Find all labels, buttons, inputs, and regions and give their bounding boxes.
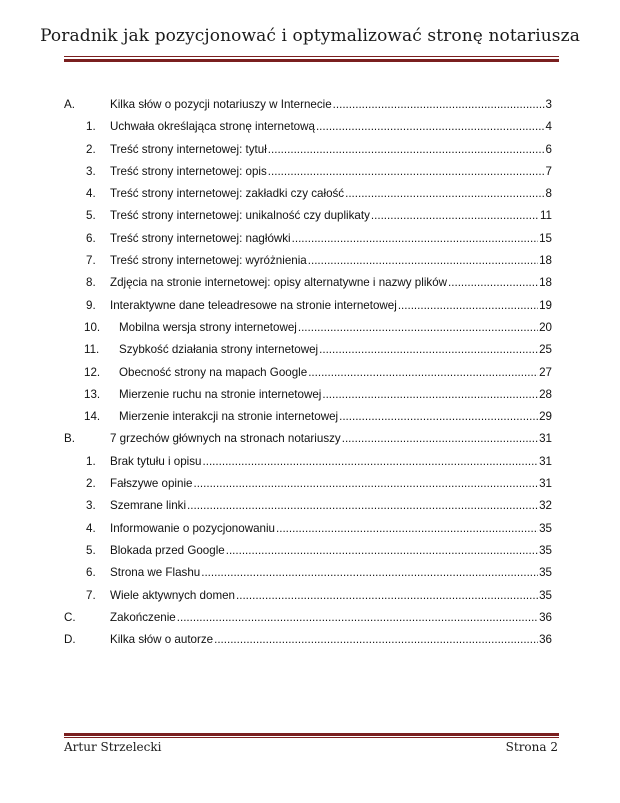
toc-dot-leader	[398, 295, 538, 317]
toc-entry-title: Mierzenie ruchu na stronie internetowej	[119, 387, 322, 401]
footer-page-number: Strona 2	[505, 740, 558, 754]
toc-entry-number: 9.	[86, 298, 96, 312]
toc-entry-title: Treść strony internetowej: unikalność czy duplikaty	[110, 209, 370, 223]
toc-entry-number: 5.	[86, 209, 96, 223]
table-of-contents	[64, 94, 552, 651]
toc-dot-leader	[177, 607, 538, 629]
toc-entry-page: 27	[539, 365, 552, 379]
toc-entry[interactable]	[64, 205, 552, 227]
toc-entry[interactable]	[64, 540, 552, 562]
toc-entry[interactable]	[64, 607, 552, 629]
toc-entry-title: Zakończenie	[110, 610, 176, 624]
toc-entry-number: C.	[64, 610, 76, 624]
header-rule-thick	[64, 59, 559, 62]
toc-entry-page: 31	[539, 432, 552, 446]
toc-entry[interactable]	[64, 406, 552, 428]
toc-entry-title: Treść strony internetowej: nagłówki	[110, 231, 291, 245]
toc-entry-page: 6	[545, 142, 552, 156]
toc-entry-title: Brak tytułu i opisu	[110, 454, 202, 468]
toc-entry[interactable]	[64, 585, 552, 607]
toc-entry-title: Zdjęcia na stronie internetowej: opisy alternatywne i nazwy plików	[110, 276, 448, 290]
toc-entry[interactable]	[64, 562, 552, 584]
toc-entry-title: Strona we Flashu	[110, 566, 201, 580]
toc-dot-leader	[187, 495, 538, 517]
toc-entry-page: 8	[545, 187, 552, 201]
toc-entry-number: 3.	[86, 164, 96, 178]
toc-dot-leader	[308, 250, 538, 272]
toc-entry[interactable]	[64, 183, 552, 205]
toc-entry[interactable]	[64, 139, 552, 161]
toc-entry-page: 7	[545, 164, 552, 178]
toc-dot-leader	[342, 428, 538, 450]
toc-entry-page: 29	[539, 410, 552, 424]
toc-entry-title: Uchwała określająca stronę internetową	[110, 120, 315, 134]
toc-dot-leader	[339, 406, 538, 428]
toc-entry[interactable]	[64, 362, 552, 384]
footer-rule-thick	[64, 733, 559, 736]
toc-entry-number: B.	[64, 432, 75, 446]
toc-entry-number: 2.	[86, 142, 96, 156]
toc-entry-title: Kilka słów o autorze	[110, 633, 214, 647]
toc-entry-number: 6.	[86, 566, 96, 580]
toc-entry-title: Treść strony internetowej: opis	[110, 164, 267, 178]
toc-entry-page: 4	[545, 120, 552, 134]
footer-author: Artur Strzelecki	[64, 740, 162, 754]
toc-entry-title: Kilka słów o pozycji notariuszy w Internecie	[110, 98, 332, 111]
toc-entry-title: Blokada przed Google	[110, 543, 225, 557]
toc-entry[interactable]	[64, 339, 552, 361]
toc-entry[interactable]	[64, 629, 552, 651]
toc-entry[interactable]	[64, 473, 552, 495]
toc-dot-leader	[236, 585, 538, 607]
toc-entry[interactable]	[64, 116, 552, 138]
toc-entry-page: 32	[539, 499, 552, 513]
toc-dot-leader	[203, 451, 539, 473]
toc-entry-title: Szemrane linki	[110, 499, 187, 513]
toc-entry[interactable]	[64, 295, 552, 317]
toc-entry[interactable]	[64, 518, 552, 540]
toc-entry-number: 14.	[84, 410, 101, 424]
page-header-title: Poradnik jak pozycjonować i optymalizować stronę notariusza	[40, 26, 580, 46]
toc-dot-leader	[319, 339, 538, 361]
toc-entry-title: Informowanie o pozycjonowaniu	[110, 521, 275, 535]
toc-entry[interactable]	[64, 228, 552, 250]
toc-entry-number: 5.	[86, 543, 96, 557]
footer-rule-thin	[64, 737, 559, 738]
toc-entry-title: Obecność strony na mapach Google	[119, 365, 308, 379]
toc-entry-number: 7.	[86, 254, 96, 268]
toc-entry-page: 36	[539, 610, 552, 624]
toc-entry-page: 35	[539, 566, 552, 580]
toc-dot-leader	[298, 317, 538, 339]
toc-entry-number: 8.	[86, 276, 96, 290]
toc-entry[interactable]	[64, 272, 552, 294]
toc-entry-title: Fałszywe opinie	[110, 477, 193, 491]
toc-entry-page: 15	[539, 231, 552, 245]
toc-entry-page: 31	[539, 477, 552, 491]
toc-entry-number: 3.	[86, 499, 96, 513]
toc-entry-title: Wiele aktywnych domen	[110, 588, 236, 602]
toc-entry-number: 12.	[84, 365, 101, 379]
toc-dot-leader	[333, 94, 545, 116]
toc-entry-number: 4.	[86, 521, 96, 535]
toc-dot-leader	[268, 161, 545, 183]
toc-entry[interactable]	[64, 161, 552, 183]
header-rule-thin	[64, 56, 559, 57]
toc-dot-leader	[371, 205, 539, 227]
toc-entry-title: Szybkość działania strony internetowej	[119, 343, 319, 357]
toc-entry-number: 2.	[86, 477, 96, 491]
toc-entry-page: 28	[539, 387, 552, 401]
toc-entry-page: 3	[545, 98, 552, 111]
toc-entry-number: D.	[64, 633, 76, 647]
toc-entry-page: 36	[539, 633, 552, 647]
toc-entry-page: 35	[539, 588, 552, 602]
toc-dot-leader	[201, 562, 538, 584]
toc-entry-title: Treść strony internetowej: wyróżnienia	[110, 254, 307, 268]
toc-entry-title: Mierzenie interakcji na stronie internetowej	[119, 410, 339, 424]
toc-entry-page: 18	[539, 276, 552, 290]
toc-entry-title: Mobilna wersja strony internetowej	[119, 320, 297, 334]
toc-entry-page: 18	[539, 254, 552, 268]
toc-entry-number: 11.	[84, 343, 100, 357]
toc-dot-leader	[292, 228, 538, 250]
toc-dot-leader	[193, 473, 538, 495]
toc-dot-leader	[308, 362, 538, 384]
toc-dot-leader	[322, 384, 538, 406]
toc-entry[interactable]	[64, 451, 552, 473]
toc-dot-leader	[448, 272, 538, 294]
toc-dot-leader	[276, 518, 538, 540]
toc-dot-leader	[345, 183, 544, 205]
toc-entry[interactable]	[64, 250, 552, 272]
toc-entry[interactable]	[64, 317, 552, 339]
toc-entry[interactable]	[64, 495, 552, 517]
toc-entry-page: 35	[539, 543, 552, 557]
toc-entry-number: 1.	[86, 120, 96, 134]
toc-entry-title: Interaktywne dane teleadresowe na stronie internetowej	[110, 298, 397, 312]
toc-dot-leader	[214, 629, 538, 651]
toc-entry-number: 6.	[86, 231, 96, 245]
toc-entry-title: Treść strony internetowej: tytuł	[110, 142, 267, 156]
toc-entry-page: 31	[539, 454, 552, 468]
toc-entry[interactable]	[64, 428, 552, 450]
toc-dot-leader	[268, 139, 545, 161]
toc-entry-page: 25	[539, 343, 552, 357]
toc-entry-page: 20	[539, 320, 552, 334]
toc-entry-title: Treść strony internetowej: zakładki czy całość	[110, 187, 345, 201]
toc-entry-number: 1.	[86, 454, 96, 468]
toc-entry-number: 4.	[86, 187, 96, 201]
toc-entry-page: 11	[539, 209, 552, 223]
toc-entry[interactable]	[64, 94, 552, 116]
toc-entry-page: 35	[539, 521, 552, 535]
toc-entry-title: 7 grzechów głównych na stronach notariuszy	[110, 432, 341, 446]
toc-entry-number: 13.	[84, 387, 101, 401]
toc-entry-number: 7.	[86, 588, 96, 602]
toc-entry-number: A.	[64, 98, 75, 111]
toc-entry-number: 10.	[84, 320, 101, 334]
toc-entry-page: 19	[539, 298, 552, 312]
toc-entry[interactable]	[64, 384, 552, 406]
toc-dot-leader	[316, 116, 545, 138]
toc-dot-leader	[226, 540, 538, 562]
